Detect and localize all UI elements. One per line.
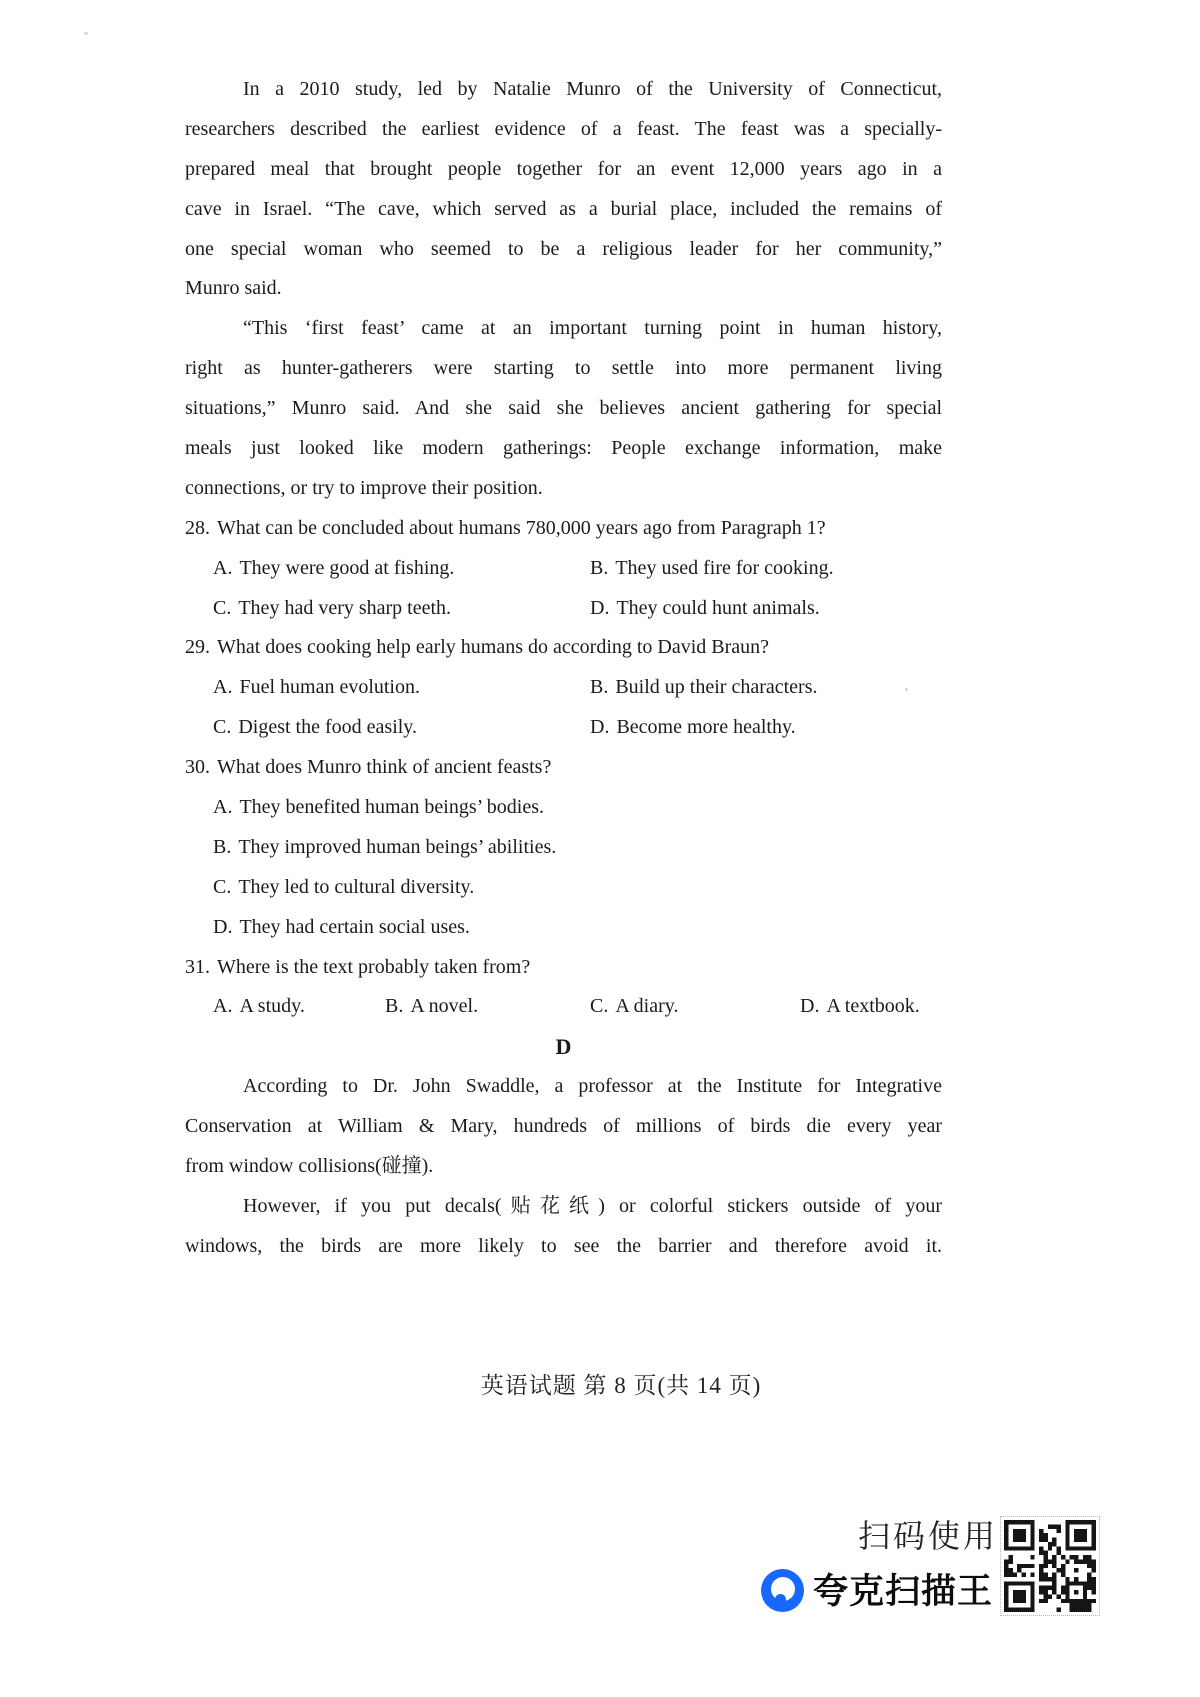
quark-logo-icon [761,1569,804,1612]
question-row [185,748,942,788]
passage-line: However, if you put decals(贴花纸) or colorful stickers outside of your [243,1194,942,1217]
option-label: C. [213,875,232,898]
option-text: They were good at fishing. [239,556,455,579]
option-text: A diary. [615,995,679,1018]
option [213,987,305,1027]
options-row [185,589,942,629]
passage-line: right as hunter-gatherers were starting to settle into more permanent living [185,357,942,380]
option [213,549,454,589]
passage-line: researchers described the earliest evidence of a feast. The feast was a specially- [185,117,942,140]
option-label: C. [590,995,609,1018]
passage-line: According to Dr. John Swaddle, a professor at the Institute for Integrative [243,1075,942,1098]
option-label: B. [213,835,232,858]
question-text: What does cooking help early humans do according to David Braun? [217,636,770,659]
option [185,788,942,828]
passage-line: Munro said. [185,277,282,300]
scan-artifact [84,32,88,35]
passage-line: connections, or try to improve their position. [185,476,543,499]
option-label: D. [213,915,233,938]
option-text: A novel. [410,995,479,1018]
option-label: A. [213,796,233,819]
option-label: C. [213,596,232,619]
option-label: B. [590,556,609,579]
passage-line: windows, the birds are more likely to see the barrier and therefore avoid it. [185,1234,942,1257]
passage-line: prepared meal that brought people together for an event 12,000 years ago in a [185,157,942,180]
option-text: Become more healthy. [616,716,796,739]
option [590,589,820,629]
options-row [185,987,942,1027]
options-row [185,549,942,589]
brand-name: 夸克扫描王 [813,1572,994,1611]
quark-logo-notch [775,1594,786,1605]
option [385,987,478,1027]
options-row [185,708,942,748]
section-heading: D [555,1034,572,1060]
option-label: B. [385,995,404,1018]
question-text: Where is the text probably taken from? [217,955,531,978]
option-label: D. [590,596,610,619]
option-text: Digest the food easily. [238,716,418,739]
option-label: A. [213,676,233,699]
passage-line: situations,” Munro said. And she said she believes ancient gathering for special [185,397,942,420]
option [590,668,818,708]
question-text: What does Munro think of ancient feasts? [217,756,552,779]
option [213,708,417,748]
option [185,908,942,948]
page-footer: 英语试题 第 8 页(共 14 页) [480,1373,762,1398]
question-row [185,628,942,668]
option [590,549,834,589]
option-text: A textbook. [826,995,920,1018]
qr-code [1000,1516,1100,1616]
option-text: They had certain social uses. [239,915,470,938]
option-text: Fuel human evolution. [239,676,420,699]
question-number: 31. [185,955,210,978]
option [185,828,942,868]
option-text: Build up their characters. [615,676,818,699]
option-label: D. [800,995,820,1018]
option-text: A study. [239,995,305,1018]
option-label: D. [590,716,610,739]
passage-line: cave in Israel. “The cave, which served as a burial place, included the remains of [185,197,942,220]
passage-line: from window collisions(碰撞). [185,1155,434,1178]
passage-line: meals just looked like modern gatherings: People exchange information, make [185,437,942,460]
option-text: They led to cultural diversity. [238,875,475,898]
passage-line: In a 2010 study, led by Natalie Munro of the University of Connecticut, [243,78,942,100]
option [213,589,451,629]
question-number: 30. [185,756,210,779]
passage-line: Conservation at William & Mary, hundreds of millions of birds die every year [185,1115,942,1138]
passage-line: “This ‘first feast’ came at an important turning point in human history, [243,317,942,340]
option [590,708,796,748]
option-label: A. [213,995,233,1018]
option-text: They could hunt animals. [616,596,820,619]
option-text: They had very sharp teeth. [238,596,452,619]
option [590,987,678,1027]
option-label: B. [590,676,609,699]
exam-content [185,70,942,1267]
question-row [185,509,942,549]
question-row [185,948,942,988]
option-text: They used fire for cooking. [615,556,834,579]
option [213,668,420,708]
question-number: 28. [185,516,210,539]
option [800,987,920,1027]
passage-line: one special woman who seemed to be a religious leader for her community,” [185,237,942,260]
option [185,868,942,908]
question-text: What can be concluded about humans 780,000 years ago from Paragraph 1? [217,516,826,539]
option-label: A. [213,556,233,579]
option-text: They improved human beings’ abilities. [238,835,557,858]
option-label: C. [213,716,232,739]
option-text: They benefited human beings’ bodies. [239,796,544,819]
scan-hint-text: 扫码使用 [858,1518,999,1554]
options-row [185,668,942,708]
question-number: 29. [185,636,210,659]
